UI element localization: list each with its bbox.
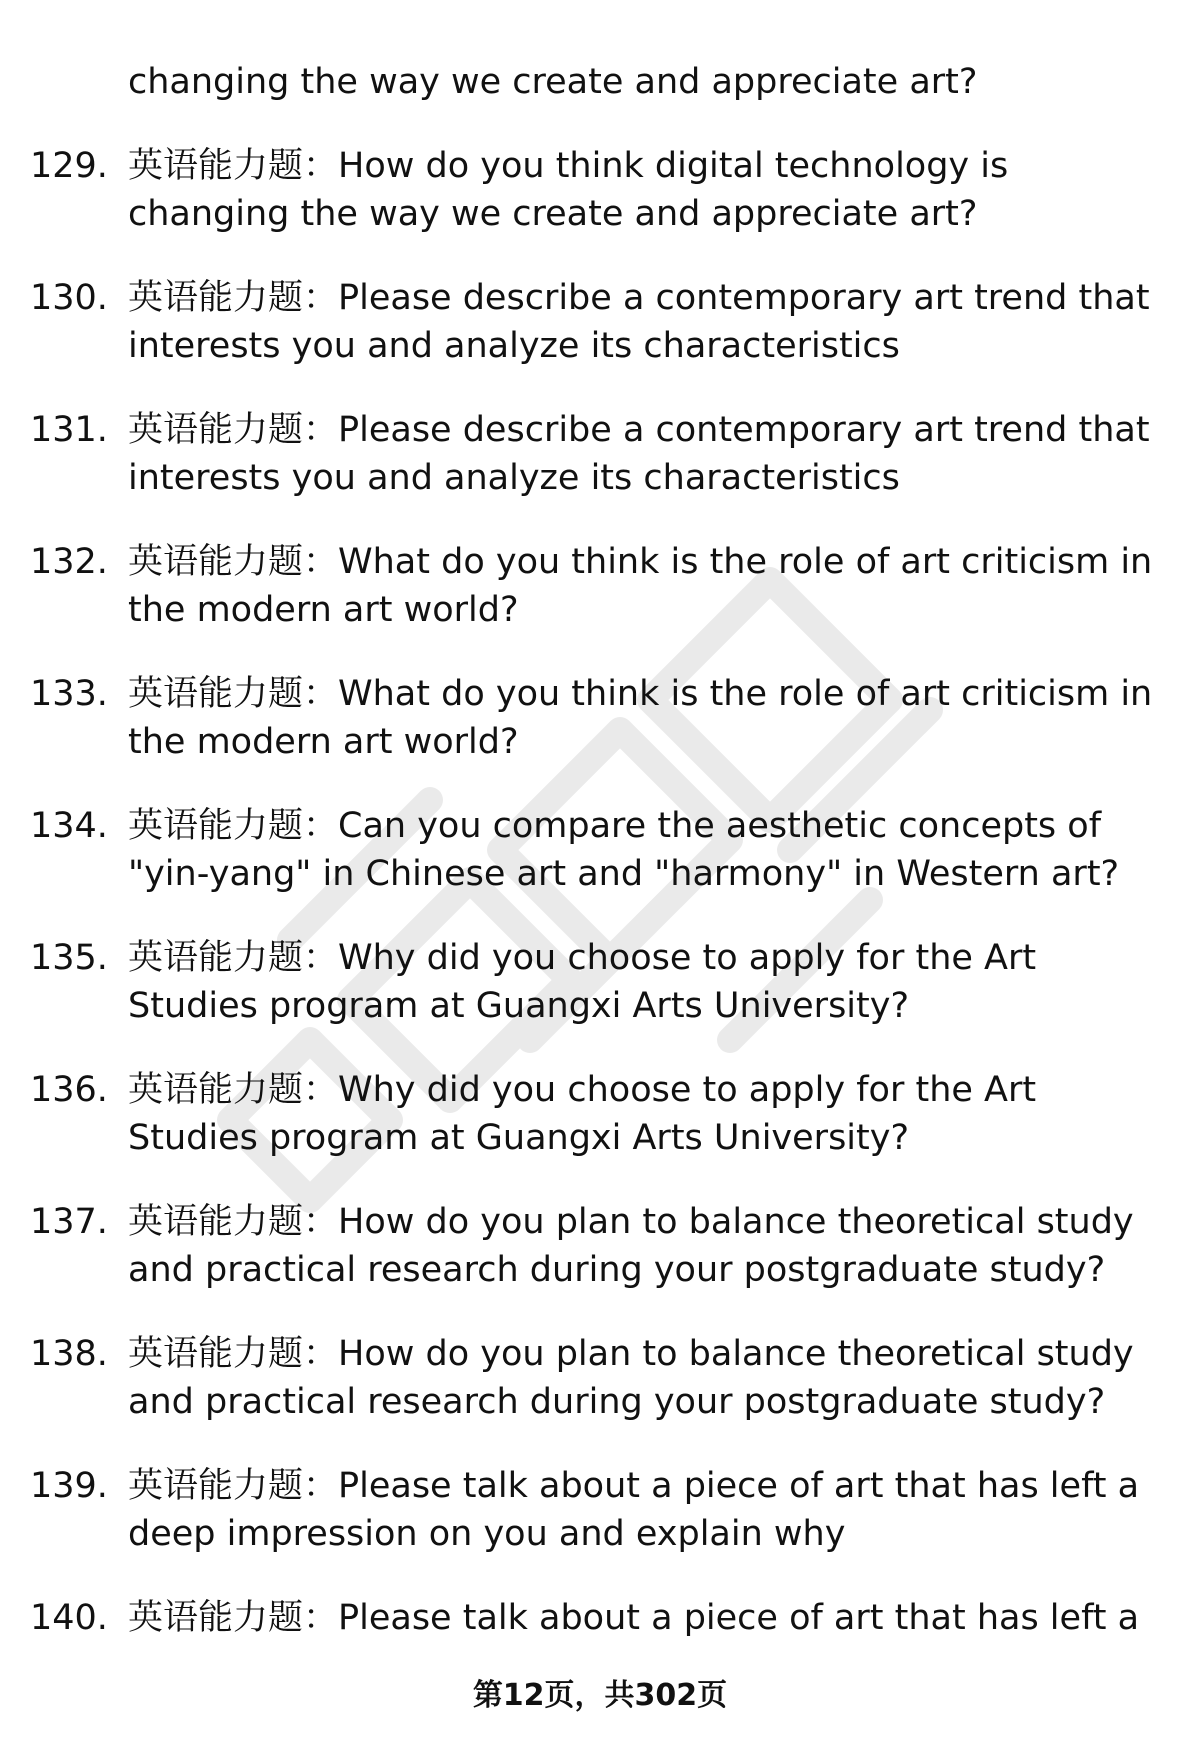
question-line-1-text: What do you think is the role of art criticism in — [338, 542, 1153, 582]
question-line-1-text: Please describe a contemporary art trend that — [338, 278, 1150, 318]
question-text — [128, 670, 1178, 766]
question-line-2: "yin-yang" in Chinese art and "harmony" in Western art? — [128, 854, 1120, 894]
question-text — [128, 1462, 1178, 1558]
question-category-label: 英语能力题： — [128, 1466, 339, 1506]
question-number: 135. — [30, 938, 108, 978]
question-line-1-text: Please talk about a piece of art that has left a — [338, 1466, 1140, 1506]
question-line-2: Studies program at Guangxi Arts University? — [128, 1118, 910, 1158]
question-item — [0, 1066, 1200, 1198]
question-line-1 — [128, 142, 1178, 190]
question-item — [0, 802, 1200, 934]
question-line-1-text: Why did you choose to apply for the Art — [338, 938, 1037, 978]
question-line-1 — [128, 1198, 1178, 1246]
question-item — [0, 406, 1200, 538]
question-text — [128, 934, 1178, 1030]
question-line-2: Studies program at Guangxi Arts University? — [128, 986, 910, 1026]
continued-question-text: changing the way we create and appreciate art? — [128, 62, 978, 102]
question-number: 133. — [30, 674, 108, 714]
question-text — [128, 1594, 1178, 1642]
question-number: 140. — [30, 1598, 108, 1638]
question-line-1-text: How do you plan to balance theoretical study — [338, 1334, 1134, 1374]
question-line-1 — [128, 538, 1178, 586]
page-footer: 第12页，共302页 — [472, 1678, 728, 1713]
question-line-1 — [128, 670, 1178, 718]
question-category-label: 英语能力题： — [128, 1070, 339, 1110]
question-category-label: 英语能力题： — [128, 146, 339, 186]
question-number: 138. — [30, 1334, 108, 1374]
question-number: 130. — [30, 278, 108, 318]
question-line-1-text: Can you compare the aesthetic concepts of — [338, 806, 1102, 846]
question-category-label: 英语能力题： — [128, 938, 339, 978]
question-number: 139. — [30, 1466, 108, 1506]
question-line-2: the modern art world? — [128, 590, 519, 630]
question-line-2: interests you and analyze its characteristics — [128, 458, 900, 498]
question-category-label: 英语能力题： — [128, 674, 339, 714]
question-category-label: 英语能力题： — [128, 1202, 339, 1242]
question-item — [0, 670, 1200, 802]
question-number: 132. — [30, 542, 108, 582]
question-text — [128, 142, 1178, 238]
question-text — [128, 1198, 1178, 1294]
question-line-2: and practical research during your postgraduate study? — [128, 1250, 1106, 1290]
question-line-1-text: Why did you choose to apply for the Art — [338, 1070, 1037, 1110]
question-text — [128, 802, 1178, 898]
question-line-1 — [128, 406, 1178, 454]
question-line-1 — [128, 802, 1178, 850]
question-category-label: 英语能力题： — [128, 542, 339, 582]
question-item — [0, 1462, 1200, 1594]
question-item — [0, 538, 1200, 670]
question-list — [0, 142, 1200, 1726]
question-line-2: and practical research during your postgraduate study? — [128, 1382, 1106, 1422]
question-text — [128, 274, 1178, 370]
question-line-1 — [128, 934, 1178, 982]
question-number: 131. — [30, 410, 108, 450]
question-line-2: deep impression on you and explain why — [128, 1514, 846, 1554]
question-line-1 — [128, 1462, 1178, 1510]
question-line-1 — [128, 1066, 1178, 1114]
question-line-1 — [128, 1330, 1178, 1378]
question-text — [128, 1066, 1178, 1162]
question-number: 129. — [30, 146, 108, 186]
question-line-1 — [128, 274, 1178, 322]
question-line-1-text: How do you plan to balance theoretical study — [338, 1202, 1134, 1242]
question-category-label: 英语能力题： — [128, 1334, 339, 1374]
question-line-2: changing the way we create and appreciate art? — [128, 194, 978, 234]
question-number: 134. — [30, 806, 108, 846]
question-text — [128, 538, 1178, 634]
question-item — [0, 142, 1200, 274]
question-category-label: 英语能力题： — [128, 278, 339, 318]
question-category-label: 英语能力题： — [128, 1598, 339, 1638]
question-text — [128, 1330, 1178, 1426]
question-line-1-text: What do you think is the role of art criticism in — [338, 674, 1153, 714]
question-line-1-text: How do you think digital technology is — [338, 146, 1009, 186]
question-line-2: interests you and analyze its characteristics — [128, 326, 900, 366]
question-number: 137. — [30, 1202, 108, 1242]
question-number: 136. — [30, 1070, 108, 1110]
question-item — [0, 1330, 1200, 1462]
question-line-1 — [128, 1594, 1178, 1642]
question-item — [0, 274, 1200, 406]
question-item — [0, 934, 1200, 1066]
question-text — [128, 406, 1178, 502]
question-category-label: 英语能力题： — [128, 806, 339, 846]
question-line-1-text: Please talk about a piece of art that has left a — [338, 1598, 1140, 1638]
question-category-label: 英语能力题： — [128, 410, 339, 450]
question-line-2: the modern art world? — [128, 722, 519, 762]
question-line-1-text: Please describe a contemporary art trend that — [338, 410, 1150, 450]
question-item — [0, 1198, 1200, 1330]
